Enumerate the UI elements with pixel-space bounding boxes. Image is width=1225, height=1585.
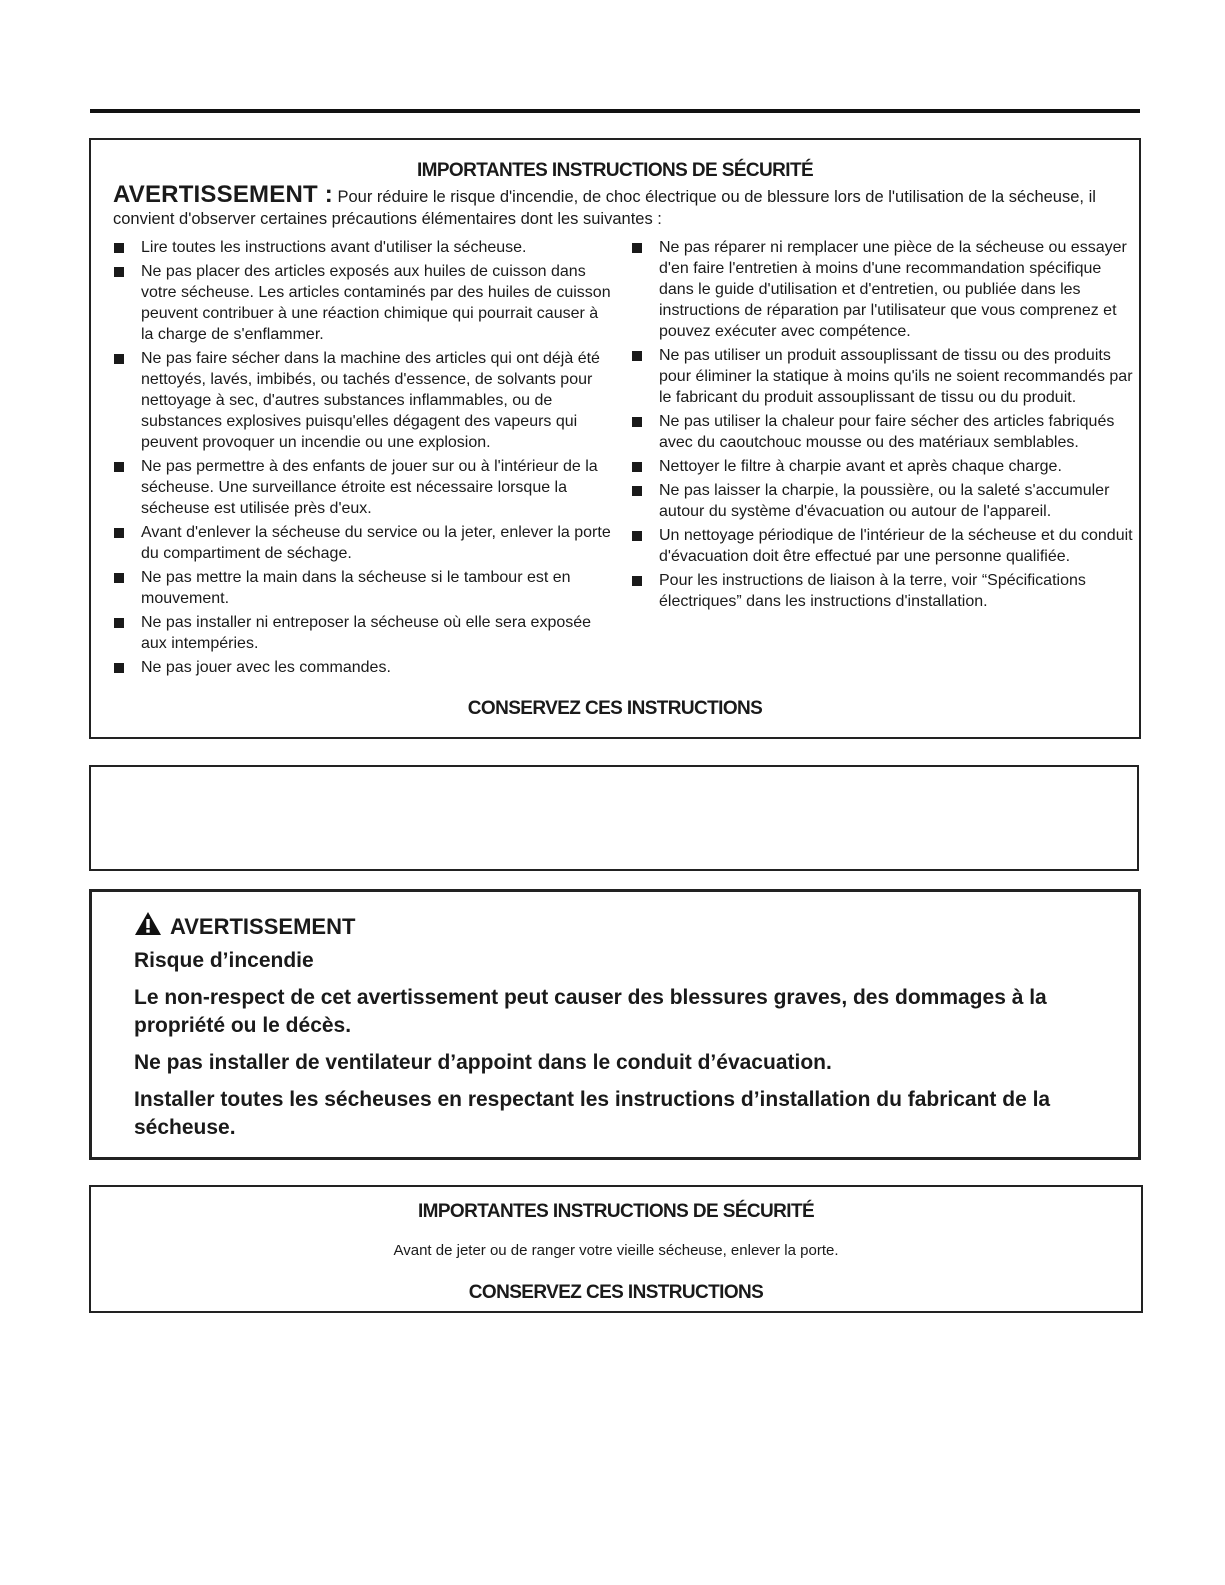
list-item: Ne pas réparer ni remplacer une pièce de la sécheuse ou essayer d'en faire l'entretien à moins d'une recommandation spécifique dans le guide d'utilisation et d'entretien, ou publiée dans les instructions de réparation par l'utilisateur que vous comprenez et pouvez exécuter avec compétence.: [631, 237, 1136, 342]
bullet-square-icon: [114, 573, 124, 583]
fire-warning-box: [89, 889, 1141, 1160]
warning-subtitle: Risque d’incendie: [134, 949, 314, 972]
bullet-square-icon: [632, 351, 642, 361]
bullet-square-icon: [114, 663, 124, 673]
warning-line: Le non-respect de cet avertissement peut causer des blessures graves, des dommages à la propriété ou le décès.: [134, 986, 1047, 1037]
list-item: Nettoyer le filtre à charpie avant et après chaque charge.: [631, 456, 1136, 477]
warning-triangle-icon: [134, 911, 162, 942]
list-item: Ne pas mettre la main dans la sécheuse si le tambour est en mouvement.: [113, 567, 613, 609]
bullet-square-icon: [632, 576, 642, 586]
list-item: Un nettoyage périodique de l'intérieur de la sécheuse et du conduit d'évacuation doit être effectué par une personne qualifiée.: [631, 525, 1136, 567]
empty-frame: [89, 765, 1139, 871]
list-item: Ne pas permettre à des enfants de jouer sur ou à l'intérieur de la sécheuse. Une surveillance étroite est nécessaire lorsque la sécheuse est utilisée près d'eux.: [113, 456, 613, 519]
bullet-square-icon: [632, 531, 642, 541]
left-instruction-list: [113, 237, 613, 681]
warning-intro: [113, 181, 1113, 230]
bullet-square-icon: [114, 267, 124, 277]
warning-lead: AVERTISSEMENT :: [113, 181, 333, 208]
list-item: Ne pas jouer avec les commandes.: [113, 657, 613, 678]
list-item: Ne pas utiliser la chaleur pour faire sécher des articles fabriqués avec du caoutchouc mousse ou des matériaux semblables.: [631, 411, 1136, 453]
safety-heading: IMPORTANTES INSTRUCTIONS DE SÉCURITÉ: [416, 160, 814, 181]
warning-line: Ne pas installer de ventilateur d’appoint dans le conduit d’évacuation.: [134, 1051, 832, 1074]
list-item: Ne pas utiliser un produit assouplissant de tissu ou des produits pour éliminer la statique à moins qu'ils ne soient recommandés par le fabricant du produit assouplissant de tissu ou du produit.: [631, 345, 1136, 408]
bullet-square-icon: [114, 243, 124, 253]
top-rule: [90, 109, 1140, 113]
right-instruction-list: [631, 237, 1136, 615]
list-item: Pour les instructions de liaison à la terre, voir “Spécifications électriques” dans les instructions d'installation.: [631, 570, 1136, 612]
bullet-square-icon: [632, 486, 642, 496]
bullet-square-icon: [114, 528, 124, 538]
bullet-square-icon: [114, 354, 124, 364]
bullet-square-icon: [632, 417, 642, 427]
list-item: Ne pas faire sécher dans la machine des articles qui ont déjà été nettoyés, lavés, imbibés, ou tachés d'essence, de solvants pour nettoyage à sec, d'autres substances inflammables, ou de substances explosives puisqu'elles dégagent des vapeurs qui peuvent provoquer un incendie ou une explosion.: [113, 348, 613, 453]
list-item: Ne pas placer des articles exposés aux huiles de cuisson dans votre sécheuse. Les articles contaminés par des huiles de cuisson peuvent contribuer à une réaction chimique qui pourrait causer à la charge de s'enflammer.: [113, 261, 613, 345]
list-item: Lire toutes les instructions avant d'utiliser la sécheuse.: [113, 237, 613, 258]
warning-line: Installer toutes les sécheuses en respectant les instructions d’installation du fabricant de la sécheuse.: [134, 1088, 1051, 1139]
list-item: Ne pas laisser la charpie, la poussière, ou la saleté s'accumuler autour du système d'évacuation ou autour de l'appareil.: [631, 480, 1136, 522]
bullet-square-icon: [632, 243, 642, 253]
warning-body: [134, 947, 1124, 1151]
warning-header: [134, 911, 355, 942]
disposal-heading: IMPORTANTES INSTRUCTIONS DE SÉCURITÉ: [417, 1201, 815, 1222]
bullet-square-icon: [114, 618, 124, 628]
safety-footer: CONSERVEZ CES INSTRUCTIONS: [467, 698, 763, 719]
safety-instructions-box: [89, 138, 1141, 739]
bullet-square-icon: [632, 462, 642, 472]
disposal-footer: CONSERVEZ CES INSTRUCTIONS: [468, 1282, 764, 1303]
disposal-instructions-box: [89, 1185, 1143, 1313]
list-item: Ne pas installer ni entreposer la sécheuse où elle sera exposée aux intempéries.: [113, 612, 613, 654]
disposal-text: Avant de jeter ou de ranger votre vieille sécheuse, enlever la porte.: [393, 1242, 839, 1259]
bullet-square-icon: [114, 462, 124, 472]
list-item: Avant d'enlever la sécheuse du service ou la jeter, enlever la porte du compartiment de séchage.: [113, 522, 613, 564]
warning-text: Pour réduire le risque d'incendie, de choc électrique ou de blessure lors de l'utilisation de la sécheuse, il convient d'observer certaines précautions élémentaires dont les suivantes :: [113, 188, 1096, 228]
warning-title: AVERTISSEMENT: [170, 913, 356, 939]
